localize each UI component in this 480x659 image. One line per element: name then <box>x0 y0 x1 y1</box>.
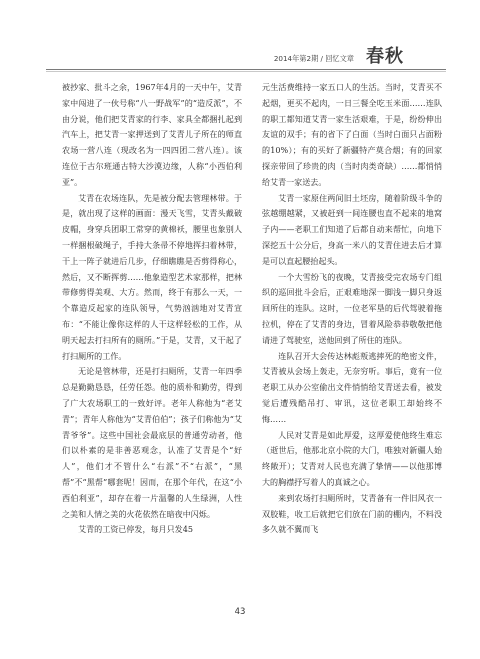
page-header <box>46 36 446 66</box>
right-column <box>262 80 442 538</box>
paragraph: 连队召开大会传达林彪叛逃摔死的绝密文件，艾青被从会场上轰走，无奈穷听。事后，竟有一位老职工从办公室偷出文件悄悄给艾青送去看，被发觉后遭残酷吊打、审讯，这位老职工却始终不悔…… <box>262 351 442 424</box>
paragraph: 艾青一家原住两间旧土坯房，随着阶级斗争的弦越绷越紧，又被赶到一间连腰也直不起来的地窝子内——老职工们知道了后都自动来帮忙，向地下深挖五十公分后，身高一米八的艾青住进去后才算是可以直起腰抬起头。 <box>262 193 442 266</box>
header-rule <box>46 69 446 70</box>
paragraph: 被抄家、批斗之余，1967年4月的一天中午，艾青家中闯进了一伙号称“八一野战军”的“造反派”，不由分说，他们把艾青家的行李、家具全都捆扎起到汽车上，把艾青一家押送到了艾青儿子所在的师直农场一营八连（现改名为一四四团二营八连）。该连位于古尔班通古特大沙漠边缘，人称“小西伯利亚”。 <box>62 83 242 187</box>
paragraph: 无论是管林带，还是打扫厕所，艾青一年四季总是勤勤恳恳，任劳任怨。他的质朴和勤劳，得到了广大农场职工的一致好评。老年人称他为“老艾青”；青年人称他为“艾青伯伯”；孩子们称他为“艾青爷爷”。这些中国社会最底层的普通劳动者，他们以朴素的是非善恶观念，认准了艾青是个“好人”，他们才不管什么“右派”不“右派”，“黑帮”不“黑帮”哪套呢！因而，在那个年代，在这“小西伯利亚”，却存在着一片温馨的人生绿洲，人性之美和人情之美的火花依然在暗夜中闪烁。 <box>62 367 242 519</box>
magazine-logo: 春秋 <box>366 46 404 67</box>
page-number: 43 <box>234 607 246 617</box>
paragraph: 一个大雪纷飞的夜晚，艾青接受完农场专门组织的巡回批斗会后，正艰难地深一脚浅一脚只身返回所住的连队。这时，一位老军垦的后代驾驶着拖拉机，停在了艾青的身边，冒着风险恭恭敬敬把他请进了驾驶室，送他回到了所住的连队。 <box>262 272 442 345</box>
header-rule-thin <box>46 71 446 72</box>
paragraph: 来到农场打扫厕所时，艾青备有一件旧风衣一双胶鞋，收工后就把它们放在门前的棚内，不料没多久就不翼而飞 <box>262 493 442 535</box>
issue-label: 2014年第2期 / 回忆文章 <box>273 54 354 63</box>
left-column <box>62 80 242 538</box>
paragraph: 艾青在农场连队，先是被分配去管理林带。于是，就出现了这样的画面：漫天飞雪，艾青头戴破皮帽，身穿兵团职工常穿的黄棉袄，腰里也象别人一样捆根破绳子，手持大条帚不停地挥扫着林带，干上一阵子就进后几步，仔细瞧瞧是否剪得称心，然后，又不断挥剪……他象造型艺术家那样，把林带修剪得美观、大方。然而，终于有那么一天，一个靠造反起家的连队领导，气势汹汹地对艾青宣布：“不能让像你这样的人干这样轻松的工作，从明天起去打扫所有的厕所。”于是，艾青，又干起了打扫厕所的工作。 <box>62 193 242 361</box>
paragraph: 艾青的工资已停发，每月只发45 <box>78 525 193 535</box>
paragraph: 人民对艾青是如此厚爱，这厚爱使他终生难忘（逝世后，他那北京小院的大门，唯独对新疆人始终敞开）；艾青对人民也充满了挚情——以他那博大的胸襟抒写着人的真诚之心。 <box>262 430 442 487</box>
paragraph: 元生活费维持一家五口人的生活。当时，艾青买不起烟，更买不起肉，一日三餐全吃玉米面……连队的职工都知道艾青一家生活艰难，于是，纷纷伸出友谊的双手；有的省下了白面（当时白面只占面粉的10%）；有的买好了新疆特产莫合烟；有的回家探亲带回了珍贵的肉（当时肉类奇缺）……都悄悄给艾青一家送去。 <box>262 83 442 187</box>
